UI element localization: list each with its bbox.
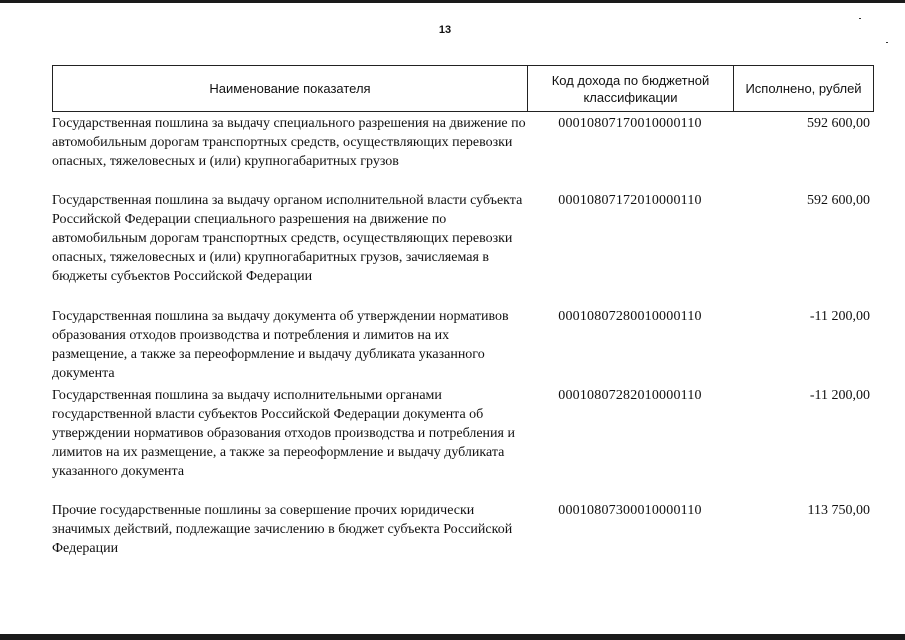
row-code: 00010807300010000110 [558,503,702,518]
table-header [52,65,874,112]
row-amount: -11 200,00 [809,309,870,324]
scan-speck [886,42,888,43]
row-name: Государственная пошлина за выдачу исполнительными органами государственной власти субъектов Российской Федерации документа об утверждении нормативов образования отходов производства и потребления и лимитов на их размещение, а также за переоформление и выдачу дубликата указанного документа [52,388,515,479]
row-amount: -11 200,00 [809,388,870,403]
row-code: 00010807280010000110 [558,309,702,324]
bottom-border-rule [0,634,905,640]
row-code: 00010807172010000110 [558,193,702,208]
row-code: 00010807170010000110 [558,116,702,131]
row-code: 00010807282010000110 [558,388,702,403]
top-border-rule [0,0,905,3]
row-amount: 113 750,00 [807,503,870,518]
header-name-cell: Наименование показателя [53,66,528,112]
row-name: Государственная пошлина за выдачу документа об утверждении нормативов образования отходов производства и потребления и лимитов на их размещение, а также за переоформление и выдачу дубликата указанного документа [52,309,509,381]
header-code-cell: Код дохода по бюджетной классификации [528,66,734,112]
row-amount: 592 600,00 [807,193,870,208]
page-number: 13 [438,24,452,36]
header-amount-cell: Исполнено, рублей [734,66,874,112]
scan-speck [859,18,861,19]
header-row [53,66,874,112]
row-name: Государственная пошлина за выдачу органом исполнительной власти субъекта Российской Федерации специального разрешения на движение по автомобильным дорогам транспортных средств, осуществляющих перевозки опасных, тяжеловесных и (или) крупногабаритных грузов, зачисляемая в бюджеты субъектов Российской Федерации [52,193,523,284]
row-name: Прочие государственные пошлины за совершение прочих юридически значимых действий, подлежащие зачислению в бюджет субъекта Российской Федерации [52,503,513,556]
row-name: Государственная пошлина за выдачу специального разрешения на движение по автомобильным дорогам транспортных средств, осуществляющих перевозки опасных, тяжеловесных и (или) крупногабаритных грузов [52,116,526,169]
row-amount: 592 600,00 [807,116,870,131]
